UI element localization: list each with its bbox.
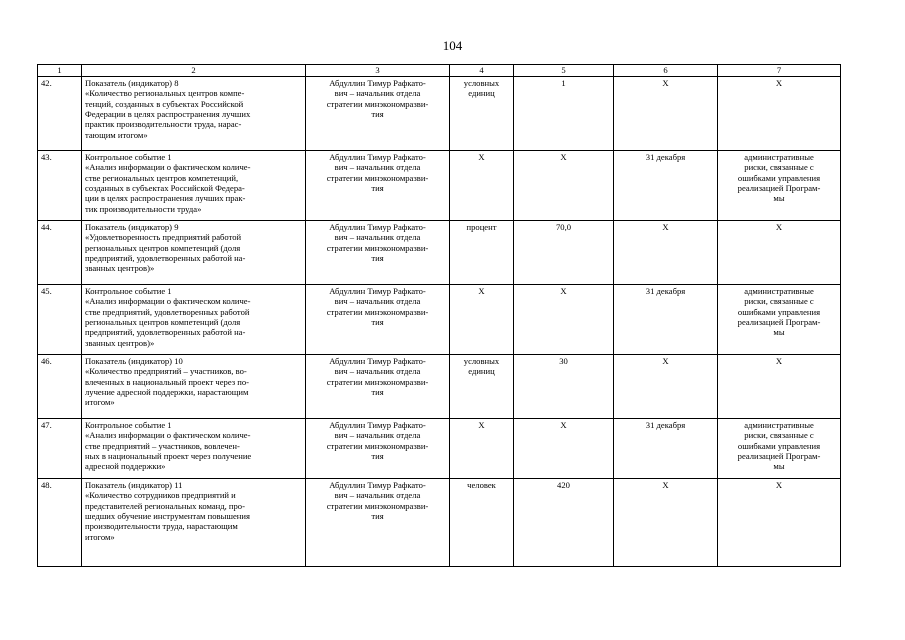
page-number: 104 (442, 38, 463, 53)
row-value: Х (514, 419, 614, 479)
row-unit: процент (450, 221, 514, 285)
row-unit: человек (450, 479, 514, 567)
row-description: Контрольное событие 1 «Анализ информации о фактическом количе- стве предприятий, удовлетворенных работой региональных центров компетенций (доля предприятий, удовлетворенных работой на- званных центров)» (82, 285, 306, 355)
row-value: 420 (514, 479, 614, 567)
row-unit: условных единиц (450, 77, 514, 151)
column-header: 7 (718, 65, 841, 77)
table-row (38, 221, 841, 285)
row-date: Х (614, 77, 718, 151)
row-responsible: Абдуллин Тимур Рафкато- вич – начальник отдела стратегии минэкономразви- тия (306, 285, 450, 355)
column-header: 4 (450, 65, 514, 77)
table-header (38, 65, 841, 77)
row-unit: условных единиц (450, 355, 514, 419)
row-date: 31 декабря (614, 419, 718, 479)
row-unit: Х (450, 151, 514, 221)
row-number: 45. (38, 285, 82, 355)
row-value: 1 (514, 77, 614, 151)
table-body (38, 77, 841, 567)
row-risks: административные риски, связанные с ошибками управления реализацией Програм- мы (718, 151, 841, 221)
row-risks: Х (718, 221, 841, 285)
row-unit: Х (450, 419, 514, 479)
row-date: Х (614, 479, 718, 567)
table-row (38, 77, 841, 151)
table-row (38, 419, 841, 479)
row-value: 30 (514, 355, 614, 419)
column-header: 6 (614, 65, 718, 77)
row-responsible: Абдуллин Тимур Рафкато- вич – начальник отдела стратегии минэкономразви- тия (306, 419, 450, 479)
row-date: Х (614, 355, 718, 419)
column-header: 5 (514, 65, 614, 77)
indicators-table (37, 64, 841, 567)
row-risks: административные риски, связанные с ошибками управления реализацией Програм- мы (718, 285, 841, 355)
column-number-row (38, 65, 841, 77)
row-unit: Х (450, 285, 514, 355)
table-row (38, 355, 841, 419)
row-description: Показатель (индикатор) 11 «Количество сотрудников предприятий и представителей региональных команд, про- шедших обучение инструментам повышения производительности труда, нарастающим итогом» (82, 479, 306, 567)
row-risks: Х (718, 355, 841, 419)
column-header: 3 (306, 65, 450, 77)
table-row (38, 479, 841, 567)
row-risks: Х (718, 77, 841, 151)
row-description: Показатель (индикатор) 9 «Удовлетворенность предприятий работой региональных центров компетенций (доля предприятий, удовлетворенных работой на- званных центров)» (82, 221, 306, 285)
row-value: Х (514, 285, 614, 355)
row-risks: Х (718, 479, 841, 567)
row-description: Контрольное событие 1 «Анализ информации о фактическом количе- стве предприятий – участников, вовлечен- ных в национальный проект через получение адресной поддержки» (82, 419, 306, 479)
row-description: Показатель (индикатор) 8 «Количество региональных центров компе- тенций, созданных в субъектах Российской Федерации в целях распространения лучших практик производительности труда, нарас- тающим итогом» (82, 77, 306, 151)
row-responsible: Абдуллин Тимур Рафкато- вич – начальник отдела стратегии минэкономразви- тия (306, 479, 450, 567)
row-responsible: Абдуллин Тимур Рафкато- вич – начальник отдела стратегии минэкономразви- тия (306, 151, 450, 221)
row-number: 48. (38, 479, 82, 567)
row-number: 47. (38, 419, 82, 479)
row-risks: административные риски, связанные с ошибками управления реализацией Програм- мы (718, 419, 841, 479)
row-value: Х (514, 151, 614, 221)
row-responsible: Абдуллин Тимур Рафкато- вич – начальник отдела стратегии минэкономразви- тия (306, 355, 450, 419)
row-value: 70,0 (514, 221, 614, 285)
table-row (38, 151, 841, 221)
row-date: Х (614, 221, 718, 285)
column-header: 2 (82, 65, 306, 77)
row-number: 42. (38, 77, 82, 151)
row-description: Показатель (индикатор) 10 «Количество предприятий – участников, во- влеченных в национальный проект через по- лучение адресной поддержки, нарастающим итогом» (82, 355, 306, 419)
row-description: Контрольное событие 1 «Анализ информации о фактическом количе- стве региональных центров компетенций, созданных в субъектах Российской Федера- ции в целях распространения лучших прак- тик производительности труда» (82, 151, 306, 221)
row-number: 43. (38, 151, 82, 221)
column-header: 1 (38, 65, 82, 77)
row-responsible: Абдуллин Тимур Рафкато- вич – начальник отдела стратегии минэкономразви- тия (306, 221, 450, 285)
row-responsible: Абдуллин Тимур Рафкато- вич – начальник отдела стратегии минэкономразви- тия (306, 77, 450, 151)
table-row (38, 285, 841, 355)
row-number: 46. (38, 355, 82, 419)
row-date: 31 декабря (614, 151, 718, 221)
row-number: 44. (38, 221, 82, 285)
row-date: 31 декабря (614, 285, 718, 355)
